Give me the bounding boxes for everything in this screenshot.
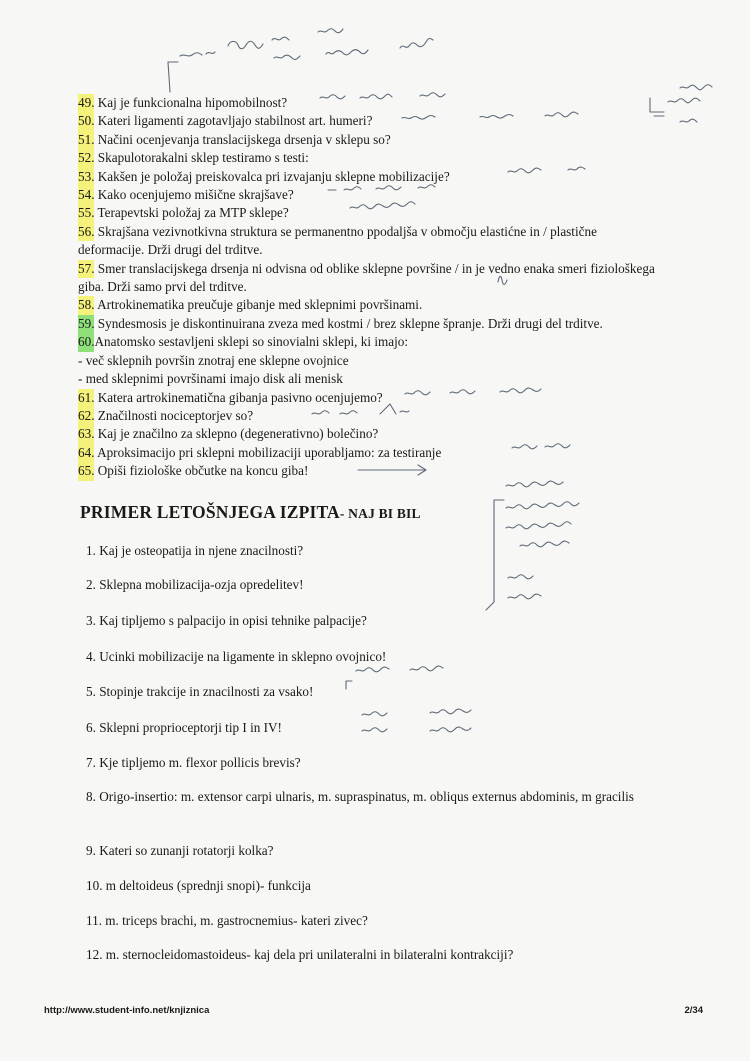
question-text: Anatomsko sestavljeni sklepi so sinovialni sklepi, ki imajo: — [94, 334, 409, 350]
question-57 — [78, 260, 658, 297]
exam-question-9: 9. Kateri so zunanji rotatorji kolka? — [86, 843, 274, 858]
handwritten-note-exam — [340, 655, 600, 745]
exam-question-12: 12. m. sternocleidomastoideus- kaj dela pri unilateralni in bilateralni kontrakciji? — [86, 947, 514, 962]
question-text: Kaj je funkcionalna hipomobilnost? — [97, 95, 288, 110]
exam-question-6: 6. Sklepni proprioceptorji tip I in IV! — [86, 720, 282, 735]
question-text: Značilnosti nociceptorjev so? — [97, 407, 254, 423]
question-64 — [78, 444, 678, 462]
question-63 — [78, 425, 678, 443]
question-text: Syndesmosis je diskontinuirana zveza med kostmi / brez sklepne špranje. Drži drugi del trditve. — [97, 315, 603, 331]
question-52 — [78, 149, 678, 167]
question-58 — [78, 296, 678, 314]
question-number: 62. — [78, 407, 94, 425]
question-text: Terapevtski položaj za MTP sklepe? — [97, 205, 289, 221]
handwritten-note-q65 — [480, 470, 750, 620]
question-number: 52. — [78, 149, 94, 167]
exam-question-8: 8. Origo-insertio: m. extensor carpi ulnaris, m. supraspinatus, m. obliqus externus abdominis, m gracilis — [86, 789, 634, 804]
question-number: 58. — [78, 296, 94, 314]
question-number: 55. — [78, 204, 94, 222]
question-text: Načini ocenjevanja translacijskega drsenja v sklepu so? — [97, 131, 391, 147]
question-number: 50. — [78, 112, 94, 130]
question-55 — [78, 204, 678, 222]
question-number: 57. — [78, 260, 94, 278]
exam-question-7: 7. Kje tipljemo m. flexor pollicis brevis? — [86, 755, 301, 770]
question-list-49-65 — [78, 94, 678, 481]
question-61 — [78, 389, 678, 407]
exam-heading-suffix: - NAJ BI BIL — [339, 506, 421, 521]
handwritten-note-top — [150, 10, 470, 102]
question-number: 64. — [78, 444, 94, 462]
question-text: Katera artrokinematična gibanja pasivno ocenjujemo? — [97, 389, 383, 405]
question-text: Skapulotorakalni sklep testiramo s testi: — [97, 150, 309, 166]
question-text: Opiši fiziološke občutke na koncu giba! — [97, 463, 309, 479]
question-number: 49. — [78, 94, 94, 112]
exam-question-3: 3. Kaj tipljemo s palpacijo in opisi tehnike palpacije? — [86, 613, 367, 628]
footer-url[interactable]: http://www.student-info.net/knjiznica — [44, 1005, 210, 1016]
question-text: Artrokinematika preučuje gibanje med sklepnimi površinami. — [97, 297, 423, 313]
question-51 — [78, 131, 678, 149]
question-56 — [78, 223, 658, 260]
question-number: 65. — [78, 462, 94, 480]
exam-question-1: 1. Kaj je osteopatija in njene znacilnosti? — [86, 543, 304, 558]
exam-question-2: 2. Sklepna mobilizacija-ozja opredelitev! — [86, 577, 304, 592]
exam-question-5: 5. Stopinje trakcije in znacilnosti za vsako! — [86, 684, 314, 699]
question-text: Smer translacijskega drsenja ni odvisna od oblike sklepne površine / in je vedno enaka smeri fiziološkega giba. Drži samo prvi del trditve. — [78, 260, 655, 295]
question-60 — [78, 333, 678, 351]
question-number: 56. — [78, 223, 94, 241]
question-text: Kako ocenjujemo mišične skrajšave? — [97, 187, 294, 203]
exam-heading-main: PRIMER LETOŠNJEGA IZPITA — [80, 502, 340, 522]
exam-question-11: 11. m. triceps brachi, m. gastrocnemius- kateri zivec? — [86, 913, 368, 928]
question-60-item: - med sklepnimi površinami imajo disk ali menisk — [78, 371, 343, 387]
question-text: Kateri ligamenti zagotavljajo stabilnost art. humeri? — [97, 113, 373, 129]
question-62 — [78, 407, 678, 425]
question-53 — [78, 168, 678, 186]
question-number: 60. — [78, 333, 94, 351]
exam-heading — [80, 502, 421, 523]
question-50 — [78, 112, 678, 130]
exam-question-10: 10. m deltoideus (sprednji snopi)- funkcija — [86, 878, 311, 893]
question-number: 59. — [78, 315, 94, 333]
exam-question-4: 4. Ucinki mobilizacije na ligamente in sklepno ovojnico! — [86, 649, 387, 664]
question-54 — [78, 186, 678, 204]
question-number: 61. — [78, 389, 94, 407]
question-text: Kaj je značilno za sklepno (degenerativno) bolečino? — [97, 426, 379, 442]
question-number: 53. — [78, 168, 94, 186]
question-number: 63. — [78, 425, 94, 443]
question-number: 54. — [78, 186, 94, 204]
question-60-item: - več sklepnih površin znotraj ene sklepne ovojnice — [78, 352, 349, 368]
question-text: Aproksimacijo pri sklepni mobilizaciji uporabljamo: za testiranje — [97, 444, 442, 460]
question-number: 51. — [78, 131, 94, 149]
question-49 — [78, 94, 678, 112]
question-text: Kakšen je položaj preiskovalca pri izvajanju sklepne mobilizacije? — [97, 168, 450, 184]
question-text: Skrajšana vezivnotkivna struktura se permanentno ppodaljša v območju elastićne in / plastične deformacije. Drži drugi del trditve. — [78, 223, 597, 258]
question-65 — [78, 462, 678, 480]
footer-page-number: 2/34 — [684, 1005, 703, 1016]
question-59 — [78, 315, 658, 333]
